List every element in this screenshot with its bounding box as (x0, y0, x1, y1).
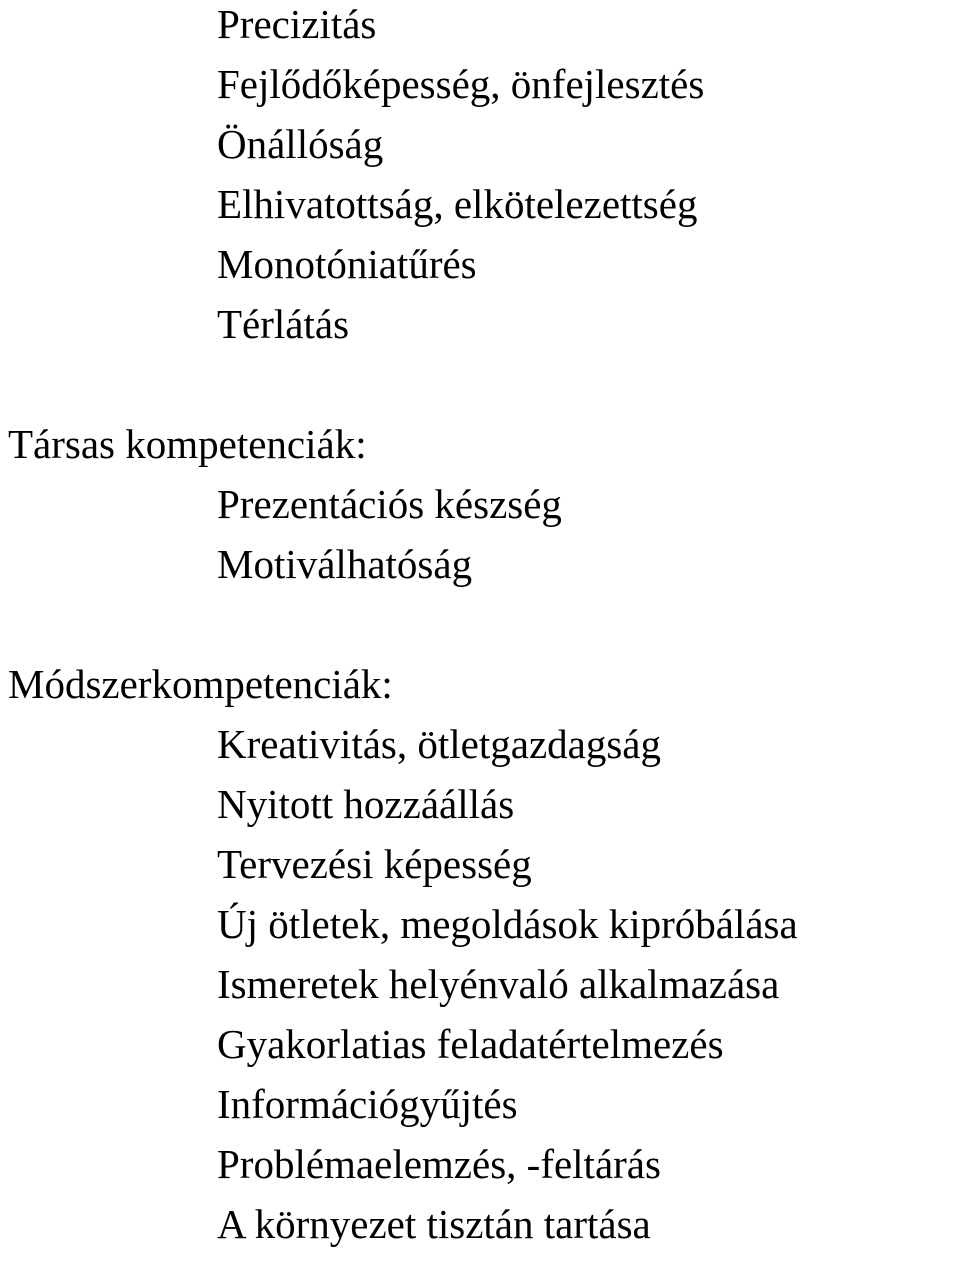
list-item: Új ötletek, megoldások kipróbálása (217, 901, 798, 947)
list-item: Kreativitás, ötletgazdagság (217, 721, 661, 767)
list-item: Precizitás (217, 1, 377, 47)
list-item: Térlátás (217, 301, 350, 347)
list-item: Problémaelemzés, -feltárás (217, 1141, 661, 1187)
list-item: Gyakorlatias feladatértelmezés (217, 1021, 724, 1067)
list-item: Tervezési képesség (217, 841, 532, 887)
list-item: Fejlődőképesség, önfejlesztés (217, 61, 705, 107)
section-heading-social: Társas kompetenciák: (8, 421, 367, 467)
list-item: Monotóniatűrés (217, 241, 477, 287)
list-item: Motiválhatóság (217, 541, 473, 587)
list-item: Elhivatottság, elkötelezettség (217, 181, 698, 227)
list-item: Ismeretek helyénvaló alkalmazása (217, 961, 780, 1007)
section-heading-method: Módszerkompetenciák: (8, 661, 393, 707)
list-item: Prezentációs készség (217, 481, 562, 527)
list-item: Információgyűjtés (217, 1081, 518, 1127)
list-item: Nyitott hozzáállás (217, 781, 515, 827)
list-item: Önállóság (217, 121, 384, 167)
list-item: A környezet tisztán tartása (217, 1201, 651, 1247)
